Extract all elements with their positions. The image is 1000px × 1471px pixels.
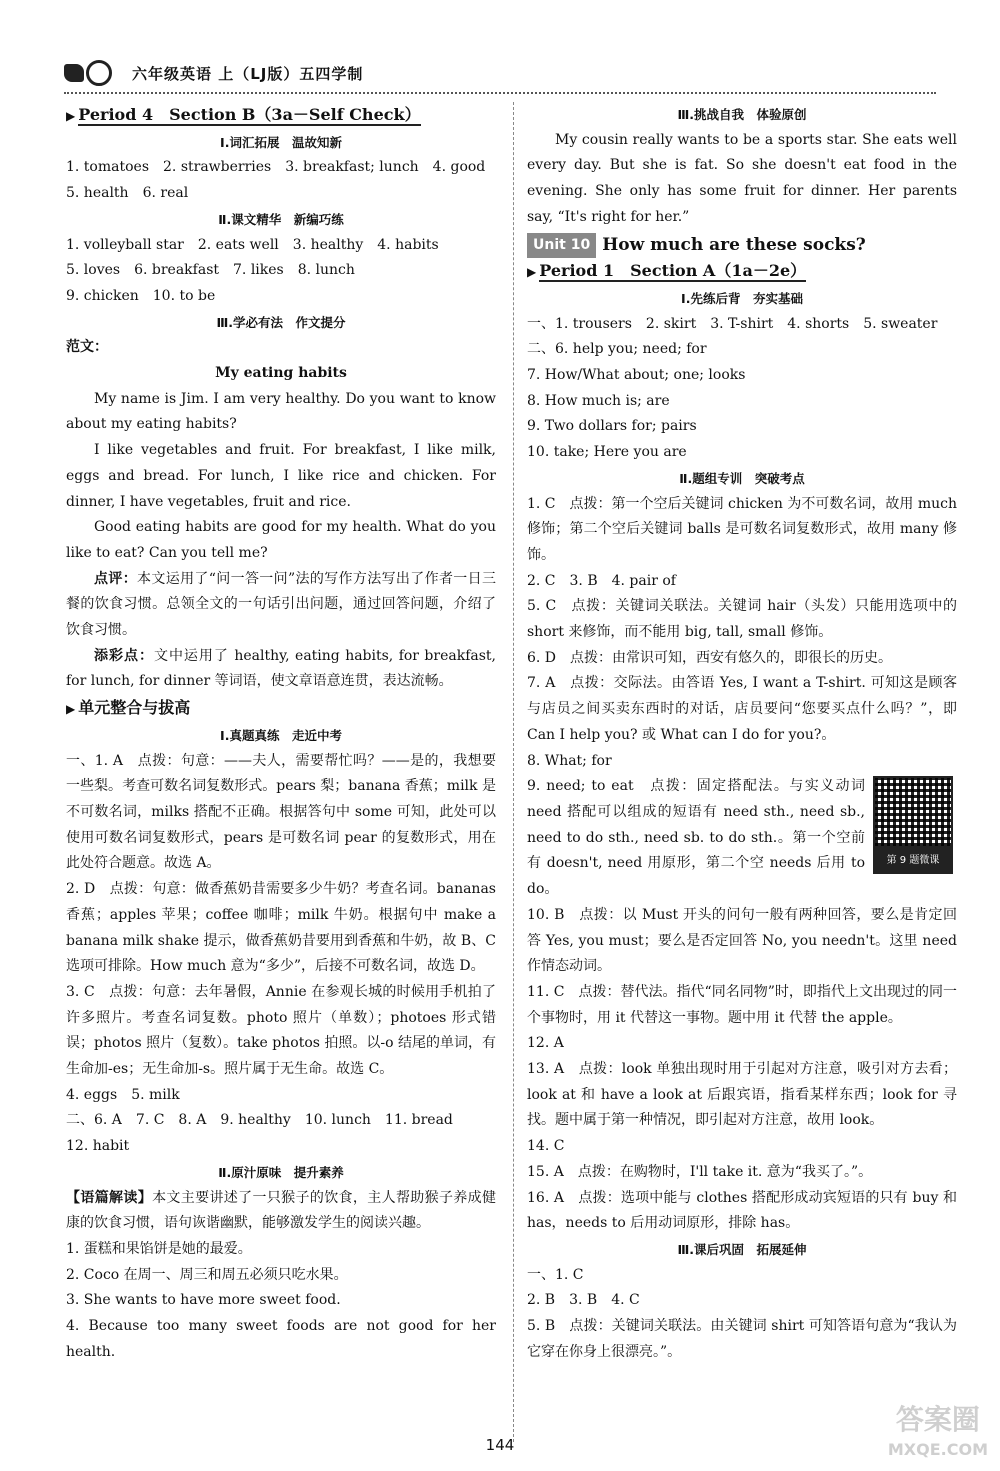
answer-item: 6. D 点拨：由常识可知，西安有悠久的，即很长的历史。 xyxy=(527,649,893,666)
answer-item: 2. D 点拨：句意：做香蕉奶昔需要多少牛奶？考查名词。bananas 香蕉；apples 苹果；coffee 咖啡；milk 牛奶。根据句中 make a banana milk shake 提示，做香蕉奶昔要用到香蕉和牛奶，故 B、C 选项可排除。How much 意为“多少”，后接不可数名词，故选 D。 xyxy=(66,881,496,975)
answer-line: 1. tomatoes 2. strawberries 3. breakfast; lunch 4. good xyxy=(66,159,486,176)
answer-line: 7. How/What about; one; looks xyxy=(527,367,746,384)
section-title: Ⅲ.挑战自我 体验原创 xyxy=(677,107,807,122)
add-paragraph: 添彩点：文中运用了 healthy, eating habits, for breakfast, for lunch, for dinner 等词语，使文章语意连贯，表达流畅。 xyxy=(66,647,496,690)
watermark-logo: 答案圈 MXQE.COM xyxy=(887,1403,988,1459)
period4-heading: ▶ Period 4 Section B（3a－Self Check） xyxy=(66,105,421,124)
answer-item: 8. What; for xyxy=(527,752,612,769)
section-title: Ⅱ.原汁原味 提升素养 xyxy=(218,1164,344,1180)
answer-item: 4. eggs 5. milk xyxy=(66,1086,180,1103)
answer-line: 1. volleyball star 2. eats well 3. healthy 4. habits xyxy=(66,236,439,253)
answer-item: 1. 蛋糕和果馅饼是她的最爱。 xyxy=(66,1240,252,1257)
answer-line: 9. chicken 10. to be xyxy=(66,287,216,304)
answer-item: 4. Because too many sweet foods are not good for her health. xyxy=(66,1318,496,1360)
answer-line: 5. health 6. real xyxy=(66,185,189,202)
qr-caption: 第 9 题微课 xyxy=(873,848,953,874)
period1-heading: ▶ Period 1 Section A（1a－2e） xyxy=(527,261,807,281)
left-column xyxy=(66,102,496,1365)
answer-item: 二、6. A 7. C 8. A 9. healthy 10. lunch 11. bread xyxy=(66,1112,453,1129)
answer-item: 14. C xyxy=(527,1138,565,1155)
answer-item: 5. C 点拨：关键词关联法。关键词 hair（头发）只能用选项中的 short 来修饰，而不能用 big, tall, small 修饰。 xyxy=(527,598,957,641)
unit-badge: Unit 10 xyxy=(527,233,596,259)
challenge-paragraph: My cousin really wants to be a sports star. She eats well every day. But she is fat. So she doesn't eat food in the evening. She only has some fruit for dinner. Her parents say, “It's right for her.” xyxy=(527,131,957,225)
answer-line: 一、1. trousers 2. skirt 3. T-shirt 4. shorts 5. sweater xyxy=(527,315,938,332)
passage-intro: 【语篇解读】本文主要讲述了一只猴子的饮食，主人帮助猴子养成健康的饮食习惯，语句诙谐幽默，能够激发学生的阅读兴趣。 xyxy=(66,1189,497,1232)
unit-title: How much are these socks? xyxy=(602,234,866,255)
answer-item: 1. C 点拨：第一个空后关键词 chicken 为不可数名词，故用 much 修饰；第二个空后关键词 balls 是可数名词复数形式，故用 many 修饰。 xyxy=(527,495,957,563)
essay-title: My eating habits xyxy=(215,365,347,382)
answer-item: 3. She wants to have more sweet food. xyxy=(66,1292,341,1309)
answer-item: 10. B 点拨：以 Must 开头的问句一般有两种回答，要么是肯定回答 Yes, you must；要么是否定回答 No, you needn't。这里 need 作情态动词。 xyxy=(527,906,957,975)
answer-item: 一、1. A 点拨：句意：——夫人，需要帮忙吗？——是的，我想要一些梨。考查可数名词复数形式。pears 梨；banana 香蕉；milk 是不可数名词，milks 搭配不正确。根据答句中 some 可知，此处可以使用可数名词复数形式，pears 是可数名词 pear 的复数形式，用在此处符合题意。故选 A。 xyxy=(66,752,496,872)
section-title: Ⅱ.题组专训 突破考点 xyxy=(679,470,805,486)
qr-code-icon xyxy=(873,776,953,848)
answer-line: 8. How much is; are xyxy=(527,392,670,409)
page-header xyxy=(64,58,363,88)
answer-item: 15. A 点拨：在购物时，I'll take it. 意为“我买了。”。 xyxy=(527,1163,873,1180)
answer-item: 2. Coco 在周一、周三和周五必须只吃水果。 xyxy=(66,1266,348,1283)
section-title: Ⅰ.先练后背 夯实基础 xyxy=(681,290,803,306)
answer-line: 二、6. help you; need; for xyxy=(527,341,707,358)
answer-item: 5. B 点拨：关键词关联法。由关键词 shirt 可知答语句意为“我认为它穿在你身上很漂亮。”。 xyxy=(527,1318,957,1360)
answer-item: 2. B 3. B 4. C xyxy=(527,1292,640,1309)
essay-paragraph: I like vegetables and fruit. For breakfast, I like milk, eggs and bread. For lunch, I like rice and chicken. For dinner, I have vegetables, fruit and rice. xyxy=(66,442,496,510)
answer-line: 9. Two dollars for; pairs xyxy=(527,418,697,435)
section-title: Ⅲ.课后巩固 拓展延伸 xyxy=(677,1241,807,1257)
column-divider xyxy=(513,102,514,1442)
section-title: Ⅲ.学必有法 作文提分 xyxy=(216,314,346,330)
book-title: 六年级英语 上（LJ版）五四学制 xyxy=(132,64,364,83)
section-title: Ⅰ.词汇拓展 温故知新 xyxy=(220,134,342,150)
unit-summary-heading: ▶ 单元整合与拔高 xyxy=(66,698,191,718)
fanwen-label: 范文： xyxy=(66,339,108,356)
answer-line: 5. loves 6. breakfast 7. likes 8. lunch xyxy=(66,262,355,279)
right-column xyxy=(527,102,957,1365)
brand-logo xyxy=(64,60,124,86)
qr-code[interactable] xyxy=(873,776,957,868)
answer-item: 11. C 点拨：替代法。指代“同名同物”时，即指代上文出现过的同一个事物时，用 it 代替这一事物。题中用 it 代替 the apple。 xyxy=(527,983,957,1026)
answer-item: 16. A 点拨：选项中能与 clothes 搭配形成动宾短语的只有 buy 和 has，needs to 后用动词原形，排除 has。 xyxy=(527,1189,957,1232)
review-paragraph: 点评：本文运用了“问一答一问”法的写作方法写出了作者一日三餐的饮食习惯。总领全文的一句话引出问题，通过回答问题，介绍了饮食习惯。 xyxy=(66,570,496,639)
section-title: Ⅰ.真题真练 走近中考 xyxy=(220,727,342,743)
answer-item: 7. A 点拨：交际法。由答语 Yes, I want a T-shirt. 可知这是顾客与店员之间买卖东西时的对话，店员要问“您要买点什么吗？”，即 Can I help you? 或 What can I do for you?。 xyxy=(527,675,957,743)
page-number: 144 xyxy=(485,1436,515,1454)
section-title: Ⅱ.课文精华 新编巧练 xyxy=(218,211,344,227)
answer-item: 13. A 点拨：look 单独出现时用于引起对方注意，吸引对方去看；look at 和 have a look at 后跟宾语，指看某样东西；look for 寻找。题中属于第一种情况，即引起对方注意，故用 look。 xyxy=(527,1061,957,1129)
answer-item: 2. C 3. B 4. pair of xyxy=(527,572,676,589)
answer-line: 10. take; Here you are xyxy=(527,444,687,461)
answer-item: 12. habit xyxy=(66,1138,130,1155)
essay-paragraph: Good eating habits are good for my health. What do you like to eat? Can you tell me? xyxy=(66,519,496,561)
header-divider xyxy=(64,92,936,94)
answer-item: 3. C 点拨：句意：去年暑假，Annie 在参观长城的时候用手机拍了许多照片。考查名词复数。photo 照片（单数）；photoes 形式错误；photos 照片（复数）。take photos 拍照。以-o 结尾的单词，有生命加-es；无生命加-s。照片属于无生命。故选 C。 xyxy=(66,983,496,1078)
answer-item: 9. need; to eat 点拨：固定搭配法。与实义动词 need 搭配可以组成的短语有 need sth., need sb., need to do sth., need sb. to do sth.。第一个空前有 doesn't, need 用原形，第二个空 needs 后用 to do。 xyxy=(527,778,865,898)
answer-item: 12. A xyxy=(527,1035,564,1052)
unit-heading xyxy=(527,233,957,259)
essay-paragraph: My name is Jim. I am very healthy. Do you want to know about my eating habits? xyxy=(66,390,496,433)
answer-item: 一、1. C xyxy=(527,1266,584,1283)
